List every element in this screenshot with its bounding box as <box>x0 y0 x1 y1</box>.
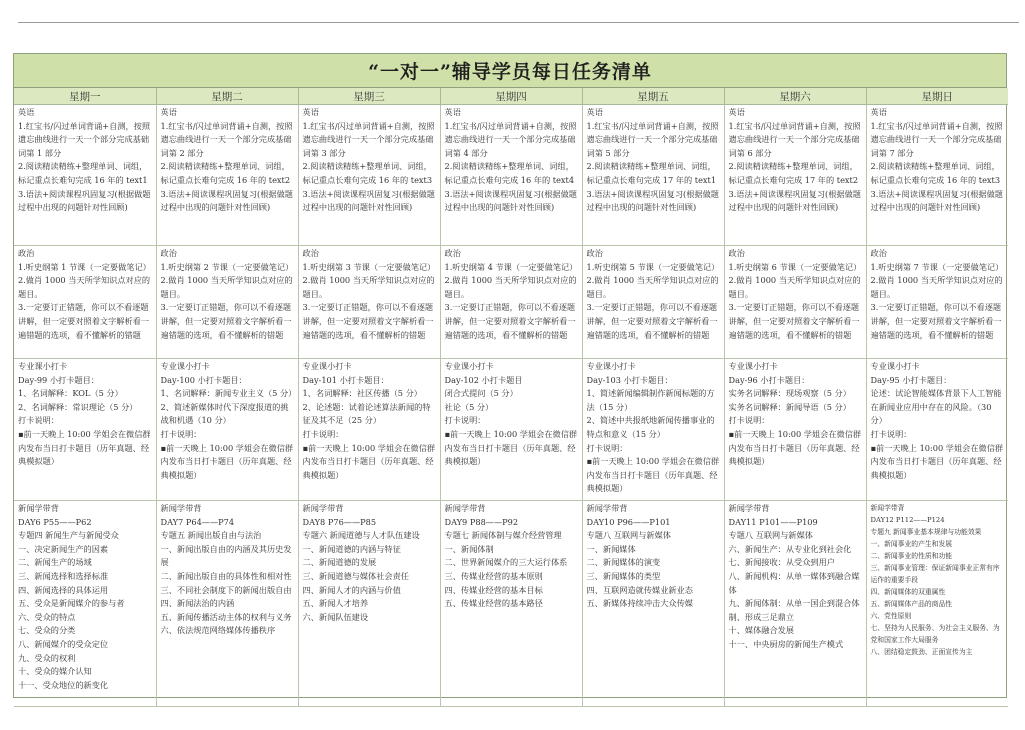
english-cell <box>14 105 156 246</box>
task-line: 2.阅读精读精练+整理单词、词组，标记重点长难句完成 16 年的 text1 <box>18 161 148 185</box>
task-line: DAY6 P55——P62 <box>18 516 92 527</box>
section-label: 英语 <box>728 107 745 117</box>
task-line: 打卡说明： <box>586 442 628 453</box>
task-line: 三、不同社会制度下的新闻出版自由 <box>160 584 292 595</box>
section-label: 政治 <box>18 248 35 258</box>
task-line: 1.红宝书/闪过单词背诵+自测，按照遗忘曲线进行一天一个部分完成基础词第 4 部分 <box>444 120 577 158</box>
politics-cell <box>156 246 298 359</box>
task-line: 七、受众的分类 <box>18 625 76 636</box>
task-line: 一、新闻体制 <box>444 543 494 554</box>
task-line: 3.一定要订正错题，你可以不看逐题讲解，但一定要对照着文字解析看一遍错题的选项，看不懂解析的错题 <box>728 302 860 340</box>
checkin-cell <box>866 359 1008 501</box>
task-line: 1.听史纲第 3 节课（一定要做笔记） <box>302 261 436 272</box>
section-label: 新闻学带背 <box>302 503 344 513</box>
english-cell <box>866 105 1008 246</box>
task-line: 三、新闻媒体的类型 <box>586 570 661 581</box>
task-line: 1.听史纲第 7 节课（一定要做笔记） <box>870 261 1004 272</box>
task-line: 2、简述中共报纸地新闻传播事业的特点和意义（15 分） <box>586 415 715 439</box>
day-header-sat: 星期六 <box>724 88 866 105</box>
task-line: 打卡说明： <box>870 428 912 439</box>
task-line: 打卡说明： <box>18 415 59 426</box>
task-line: 1.听史纲第 2 节课（一定要做笔记） <box>160 261 294 272</box>
task-line: 3.语法+阅读课程巩固复习(根据做题过程中出现的问题针对性回顾) <box>728 188 861 213</box>
section-label: 英语 <box>160 107 177 117</box>
task-line: 闭合式提问（5 分） <box>444 388 518 399</box>
english-cell <box>298 105 440 246</box>
task-line: Day-96 小打卡题目： <box>728 374 810 385</box>
section-label: 政治 <box>444 248 461 258</box>
section-label: 新闻学带背 <box>444 503 486 513</box>
news-cell <box>724 501 866 707</box>
english-cell <box>156 105 298 246</box>
task-line: 3.一定要订正错题，你可以不看逐题讲解，但一定要对照着文字解析看一遍错题的选项，看不懂解析的错题 <box>18 302 150 340</box>
task-sheet <box>13 53 1007 698</box>
task-line: 1、名词解释：新闻专业主义（5 分） <box>160 388 297 399</box>
task-table <box>14 88 1008 707</box>
task-line: DAY11 P101——P109 <box>728 516 818 527</box>
section-label: 新闻学带背 <box>18 503 59 513</box>
task-line: 七、新闻接收：从受众到用户 <box>728 557 835 568</box>
english-cell <box>582 105 724 246</box>
checkin-row <box>14 359 1008 501</box>
task-line: 专题五 新闻出版自由与法治 <box>160 530 262 541</box>
task-line: 八、团结稳定鼓劲、正面宣传为主 <box>870 648 973 656</box>
section-label: 专业课小打卡 <box>302 361 352 371</box>
task-line: 实务名词解释：现场观察（5 分） <box>728 388 851 399</box>
task-line: 2、简述新媒体时代下深度报道的挑战和机遇（10 分） <box>160 401 289 426</box>
task-line: 六、依法规范网络媒体传播秩序 <box>160 625 276 636</box>
task-line: 四、新闻法治的内涵 <box>160 598 235 609</box>
section-label: 英语 <box>586 107 603 117</box>
task-line: 1.红宝书/闪过单词背诵+自测，按照遗忘曲线进行一天一个部分完成基础词第 1 部分 <box>18 120 151 158</box>
politics-cell <box>298 246 440 359</box>
news-cell <box>440 501 582 707</box>
task-line: 2.阅读精读精练+整理单词、词组，标记重点长难句完成 16 年的 text3 <box>870 161 1001 185</box>
english-cell <box>724 105 866 246</box>
task-line: 一、新闻媒体 <box>586 543 636 554</box>
task-line: 十一、中央厨房的新闻生产模式 <box>728 638 844 649</box>
section-label: 专业课小打卡 <box>586 361 636 371</box>
task-line: 3.语法+阅读课程巩固复习(根据做题过程中出现的问题针对性回顾) <box>302 188 435 213</box>
day-header-fri: 星期五 <box>582 88 724 105</box>
politics-cell <box>724 246 866 359</box>
task-line: 三、新闻道德与媒体社会责任 <box>302 570 409 581</box>
task-line: 2.做肖 1000 当天所学知识点对应的题目。 <box>728 275 861 299</box>
news-cell <box>582 501 724 707</box>
task-line: Day-100 小打卡题目： <box>160 374 247 385</box>
task-line: 八、新闻媒介的受众定位 <box>18 638 109 649</box>
task-line: 十、媒体融合发展 <box>728 625 795 636</box>
task-line: 五、新闻人才培养 <box>302 598 369 609</box>
politics-cell <box>440 246 582 359</box>
section-label: 英语 <box>18 107 35 117</box>
politics-row <box>14 246 1008 359</box>
task-line: 1、名词解释：社区传播（5 分） <box>302 388 422 399</box>
task-line: 1.红宝书/闪过单词背诵+自测，按照遗忘曲线进行一天一个部分完成基础词第 6 部分 <box>728 120 861 158</box>
news-cell <box>14 501 156 707</box>
section-label: 英语 <box>444 107 461 117</box>
news-cell <box>866 501 1008 707</box>
section-label: 新闻学带背 <box>160 503 202 513</box>
task-line: 2.做肖 1000 当天所学知识点对应的题目。 <box>160 275 293 299</box>
task-line: 3.语法+阅读课程巩固复习(根据做题过程中出现的问题针对性回顾) <box>444 188 577 213</box>
task-line: 二、新闻媒体的演变 <box>586 557 661 568</box>
task-line: 七、坚持为人民服务、为社会主义服务、为党和国家工作大局服务 <box>870 624 1000 644</box>
section-label: 专业课小打卡 <box>728 361 778 371</box>
task-line: 3.语法+阅读课程巩固复习(根据做题过程中出现的问题针对性回顾) <box>160 188 293 213</box>
checkin-cell <box>156 359 298 501</box>
task-line: 五、受众是新闻媒介的参与者 <box>18 598 125 609</box>
task-line: 二、新闻生产的场域 <box>18 557 92 568</box>
section-label: 政治 <box>586 248 603 258</box>
task-line: 2.做肖 1000 当天所学知识点对应的题目。 <box>444 275 577 299</box>
news-cell <box>156 501 298 707</box>
politics-cell <box>582 246 724 359</box>
task-line: 五、传媒业经营的基本路径 <box>444 598 543 609</box>
task-line: 2.阅读精读精练+整理单词、词组，标记重点长难句完成 17 年的 text1 <box>586 161 717 185</box>
task-line: 专题四 新闻生产与新闻受众 <box>18 530 119 541</box>
task-line: ▪前一天晚上 10:00 学姐会在微信群内发布当日打卡题目（历年真题、经典模拟题） <box>160 442 294 480</box>
task-line: 十、受众的媒介认知 <box>18 666 92 677</box>
task-line: 论述：试论智能媒体背景下人工智能在新闻业应用中存在的风险。（30 分） <box>870 388 1002 426</box>
checkin-cell <box>724 359 866 501</box>
task-line: 1.红宝书/闪过单词背诵+自测，按照遗忘曲线进行一天一个部分完成基础词第 5 部分 <box>586 120 719 158</box>
task-line: 2.阅读精读精练+整理单词、词组，标记重点长难句完成 16 年的 text2 <box>160 161 291 185</box>
section-label: 新闻学带背 <box>870 504 905 512</box>
task-line: 3.一定要订正错题，你可以不看逐题讲解，但一定要对照着文字解析看一遍错题的选项，看不懂解析的错题 <box>870 302 1002 340</box>
politics-cell <box>14 246 156 359</box>
section-label: 新闻学带背 <box>728 503 770 513</box>
task-line: 专题九 新闻事业基本规律与功能效果 <box>870 528 982 536</box>
section-label: 政治 <box>728 248 745 258</box>
day-header-mon: 星期一 <box>14 88 156 105</box>
task-line: ▪前一天晚上 10:00 学姐会在微信群内发布当日打卡题目（历年真题、经典模拟题） <box>728 428 862 467</box>
task-line: DAY12 P112——P124 <box>870 516 945 524</box>
checkin-cell <box>298 359 440 501</box>
task-line: 1.听史纲第 1 节课（一定要做笔记） <box>18 261 151 272</box>
task-line: 五、新媒体持续冲击大众传媒 <box>586 598 693 609</box>
section-label: 英语 <box>302 107 319 117</box>
task-line: 实务名词解释：新闻导语（5 分） <box>728 401 851 412</box>
task-line: 打卡说明： <box>160 428 202 439</box>
task-line: DAY10 P96——P101 <box>586 516 671 527</box>
task-line: 三、传媒业经营的基本原则 <box>444 570 543 581</box>
task-line: 1、简述新闻编辑制作新闻标题的方法（15 分） <box>586 388 715 412</box>
task-line: 3.一定要订正错题，你可以不看逐题讲解，但一定要对照着文字解析看一遍错题的选项，看不懂解析的错题 <box>160 302 292 340</box>
task-line: 3.一定要订正错题，你可以不看逐题讲解，但一定要对照着文字解析看一遍错题的选项，看不懂解析的错题 <box>586 302 718 340</box>
task-line: 一、决定新闻生产的因素 <box>18 543 109 554</box>
task-line: 3.一定要订正错题，你可以不看逐题讲解，但一定要对照着文字解析看一遍错题的选项，看不懂解析的错题 <box>302 302 434 340</box>
task-line: 六、党性原则 <box>870 612 912 620</box>
task-line: 一、新闻出版自由的内涵及其历史发展 <box>160 543 292 568</box>
task-line: 专题七 新闻体制与媒介经营管理 <box>444 530 562 541</box>
task-line: 2、论述题：试着论述算法新闻的特征及其不足（25 分） <box>302 401 431 426</box>
task-line: 3.语法+阅读课程巩固复习(根据做题过程中出现的问题针对性回顾) <box>18 188 151 213</box>
task-line: 1.听史纲第 6 节课（一定要做笔记） <box>728 261 862 272</box>
task-line: 专题八 互联网与新媒体 <box>728 530 813 541</box>
checkin-cell <box>14 359 156 501</box>
task-line: 2.做肖 1000 当天所学知识点对应的题目。 <box>18 275 151 299</box>
task-line: 打卡说明： <box>302 428 344 439</box>
task-line: 2.阅读精读精练+整理单词、词组，标记重点长难句完成 16 年的 text4 <box>444 161 575 185</box>
task-line: 四、互联网造就传媒业新业态 <box>586 584 693 595</box>
task-line: DAY9 P88——P92 <box>444 516 519 527</box>
task-line: ▪前一天晚上 10:00 学姐会在微信群内发布当日打卡题目（历年真题、经典模拟题） <box>870 442 1004 480</box>
task-line: 六、新闻生产：从专业化到社会化 <box>728 543 852 554</box>
task-line: 2.做肖 1000 当天所学知识点对应的题目。 <box>586 275 719 299</box>
task-line: 1.红宝书/闪过单词背诵+自测，按照遗忘曲线进行一天一个部分完成基础词第 3 部分 <box>302 120 435 158</box>
news-row <box>14 501 1008 707</box>
task-line: 四、传媒业经营的基本目标 <box>444 584 543 595</box>
task-line: ▪前一天晚上 10:00 学姐会在微信群内发布当日打卡题目（历年真题、经典模拟题） <box>18 428 151 467</box>
task-line: 一、新闻道德的内涵与特征 <box>302 543 401 554</box>
task-line: 3.一定要订正错题，你可以不看逐题讲解，但一定要对照着文字解析看一遍错题的选项，看不懂解析的错题 <box>444 302 576 340</box>
task-line: 2.阅读精读精练+整理单词、词组，标记重点长难句完成 16 年的 text3 <box>302 161 433 185</box>
day-header-sun: 星期日 <box>866 88 1008 105</box>
task-line: ▪前一天晚上 10:00 学姐会在微信群内发布当日打卡题目（历年真题、经典模拟题） <box>586 456 720 494</box>
section-label: 专业课小打卡 <box>870 361 920 371</box>
task-line: Day-102 小打卡题目 <box>444 374 523 385</box>
section-label: 政治 <box>160 248 177 258</box>
top-rule <box>18 22 1019 23</box>
task-line: 四、新闻人才的内涵与价值 <box>302 584 401 595</box>
task-line: 2、名词解释：常识理论（5 分） <box>18 401 138 412</box>
task-line: Day-101 小打卡题目： <box>302 374 389 385</box>
task-line: 1.听史纲第 4 节课（一定要做笔记） <box>444 261 578 272</box>
task-line: 专题八 互联网与新媒体 <box>586 530 671 541</box>
task-line: 八、新闻机构：从单一媒体到融合媒体 <box>728 570 860 595</box>
task-line: 二、新闻事业的性质和功能 <box>870 552 953 560</box>
english-cell <box>440 105 582 246</box>
task-line: Day-99 小打卡题目： <box>18 374 99 385</box>
day-header-thu: 星期四 <box>440 88 582 105</box>
checkin-cell <box>582 359 724 501</box>
english-row <box>14 105 1008 246</box>
task-line: 1.红宝书/闪过单词背诵+自测，按照遗忘曲线进行一天一个部分完成基础词第 2 部分 <box>160 120 293 158</box>
day-header-wed: 星期三 <box>298 88 440 105</box>
news-cell <box>298 501 440 707</box>
task-line: 1、名词解释：KOL（5 分） <box>18 388 123 399</box>
task-line: 九、新闻体制：从单一国企到混合体制、形成三足鼎立 <box>728 598 860 622</box>
task-line: 3.语法+阅读课程巩固复习(根据做题过程中出现的问题针对性回顾) <box>586 188 719 213</box>
task-line: 专题六 新闻道德与人才队伍建设 <box>302 530 420 541</box>
politics-cell <box>866 246 1008 359</box>
task-line: 四、新闻选择的具体运用 <box>18 584 109 595</box>
task-line: Day-103 小打卡题目： <box>586 374 673 385</box>
task-line: 1.红宝书/闪过单词背诵+自测，按照遗忘曲线进行一天一个部分完成基础词第 7 部分 <box>870 120 1003 158</box>
task-line: 二、新闻道德的发展 <box>302 557 377 568</box>
task-line: 二、新闻出版自由的具体性和相对性 <box>160 570 292 581</box>
task-line: 一、新闻事业的产生和发展 <box>870 540 953 548</box>
task-line: ▪前一天晚上 10:00 学姐会在微信群内发布当日打卡题目（历年真题、经典模拟题） <box>444 428 578 467</box>
task-line: DAY7 P64——P74 <box>160 516 235 527</box>
task-line: 五、新闻传播活动主体的权利与义务 <box>160 611 292 622</box>
checkin-cell <box>440 359 582 501</box>
task-line: 1.听史纲第 5 节课（一定要做笔记） <box>586 261 720 272</box>
task-line: 3.语法+阅读课程巩固复习(根据做题过程中出现的问题针对性回顾) <box>870 188 1003 213</box>
section-label: 专业课小打卡 <box>18 361 68 371</box>
day-header-tue: 星期二 <box>156 88 298 105</box>
task-line: 六、受众的特点 <box>18 611 76 622</box>
task-line: 2.阅读精读精练+整理单词、词组，标记重点长难句完成 17 年的 text2 <box>728 161 859 185</box>
section-label: 政治 <box>870 248 887 258</box>
section-label: 政治 <box>302 248 319 258</box>
task-line: DAY8 P76——P85 <box>302 516 377 527</box>
section-label: 英语 <box>870 107 887 117</box>
task-line: ▪前一天晚上 10:00 学姐会在微信群内发布当日打卡题目（历年真题、经典模拟题） <box>302 442 436 480</box>
task-line: 2.做肖 1000 当天所学知识点对应的题目。 <box>870 275 1003 299</box>
task-line: 2.做肖 1000 当天所学知识点对应的题目。 <box>302 275 435 299</box>
task-line: 打卡说明： <box>444 415 486 426</box>
sheet-title: “一对一”辅导学员每日任务清单 <box>14 54 1006 88</box>
task-line: 十一、受众地位的新变化 <box>18 679 109 690</box>
section-label: 专业课小打卡 <box>160 361 210 371</box>
task-line: 社论（5 分） <box>444 401 494 412</box>
task-line: 三、新闻选择和选择标准 <box>18 570 109 581</box>
task-line: 打卡说明： <box>728 415 770 426</box>
task-line: 三、新闻事业管理：保证新闻事业正常有序运作的重要手段 <box>870 564 1000 584</box>
day-header-row <box>14 88 1008 105</box>
section-label: 专业课小打卡 <box>444 361 494 371</box>
task-line: 四、新闻媒体的双重属性 <box>870 588 946 596</box>
task-line: 二、世界新闻媒介的三大运行体系 <box>444 557 568 568</box>
section-label: 新闻学带背 <box>586 503 628 513</box>
task-line: Day-95 小打卡题目： <box>870 374 952 385</box>
task-line: 九、受众的权利 <box>18 652 76 663</box>
task-line: 六、新闻队伍建设 <box>302 611 369 622</box>
task-line: 五、新闻媒体产品的商品性 <box>870 600 953 608</box>
